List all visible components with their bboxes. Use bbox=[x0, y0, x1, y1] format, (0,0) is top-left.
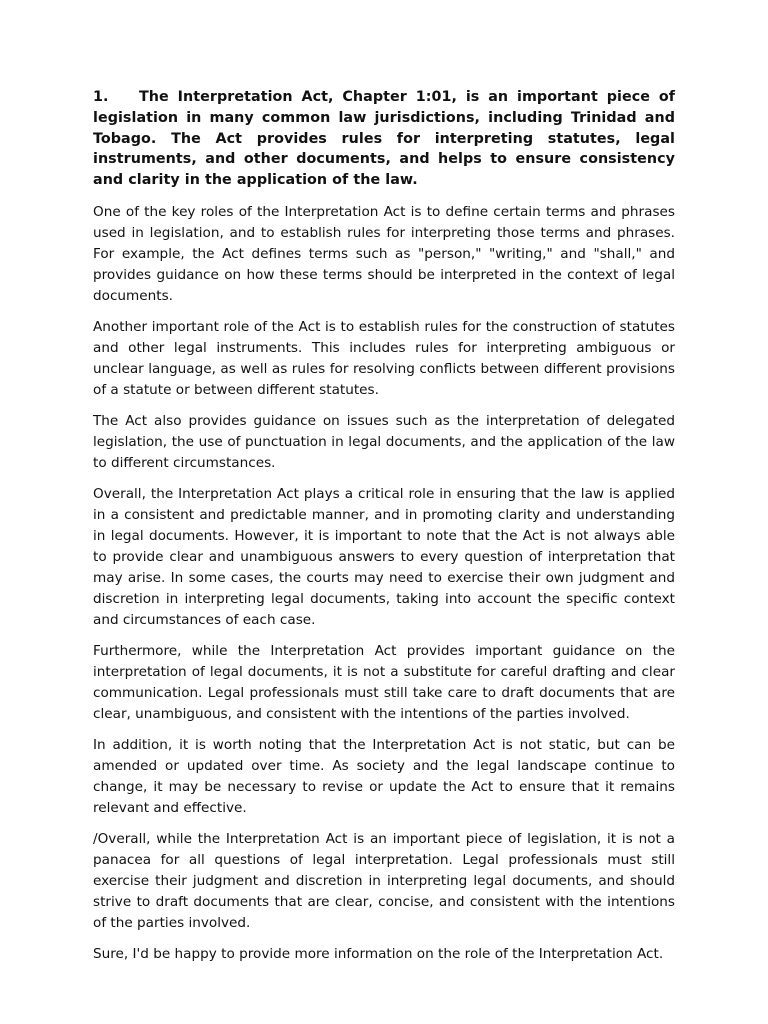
paragraph-amendments: In addition, it is worth noting that the Interpretation Act is not static, but can be amended or updated over time. As society and the legal landscape continue to change, it may be necessary to revise or update the Act to ensure that it remains relevant and effective. bbox=[93, 737, 675, 817]
paragraph-overall-role: Overall, the Interpretation Act plays a critical role in ensuring that the law is applied in a consistent and predictable manner, and in promoting clarity and understanding in legal documents. However, it is important to note that the Act is not always able to provide clear and unambiguous answers to every question of interpretation that may arise. In some cases, the courts may need to exercise their own judgment and discretion in interpreting legal documents, taking into account the specific context and circumstances of each case. bbox=[93, 486, 675, 628]
section-number: 1. bbox=[93, 89, 109, 105]
paragraph-closing-note: Sure, I'd be happy to provide more information on the role of the Interpretation Act. bbox=[93, 946, 664, 963]
section-heading-text: The Interpretation Act, Chapter 1:01, is an important piece of legislation in many common law jurisdictions, including Trinidad and Tobago. The Act provides rules for interpreting statutes, legal instruments, and other documents, and helps to ensure consistency and clarity in the application of the law. bbox=[93, 89, 675, 189]
paragraph-drafting: Furthermore, while the Interpretation Act provides important guidance on the interpretation of legal documents, it is not a substitute for careful drafting and clear communication. Legal professionals must still take care to draft documents that are clear, unambiguous, and consistent with the intentions of the parties involved. bbox=[93, 643, 675, 722]
paragraph-construction-rules: Another important role of the Act is to establish rules for the construction of statutes and other legal instruments. This includes rules for interpreting ambiguous or unclear language, as well as rules for resolving conflicts between different provisions of a statute or between different statutes. bbox=[93, 319, 675, 398]
document-page bbox=[93, 87, 675, 976]
paragraph-key-roles: One of the key roles of the Interpretation Act is to define certain terms and phrases used in legislation, and to establish rules for interpreting those terms and phrases. For example, the Act defines terms such as "person," "writing," and "shall," and provides guidance on how these terms should be interpreted in the context of legal documents. bbox=[93, 203, 675, 304]
paragraph-conclusion: /Overall, while the Interpretation Act is an important piece of legislation, it is not a panacea for all questions of legal interpretation. Legal professionals must still exercise their judgment and discretion in interpreting legal documents, and should strive to draft documents that are clear, concise, and consistent with the intentions of the parties involved. bbox=[93, 831, 675, 932]
paragraph-delegated-legislation: The Act also provides guidance on issues such as the interpretation of delegated legislation, the use of punctuation in legal documents, and the application of the law to different circumstances. bbox=[93, 413, 675, 471]
section-heading bbox=[93, 87, 675, 191]
